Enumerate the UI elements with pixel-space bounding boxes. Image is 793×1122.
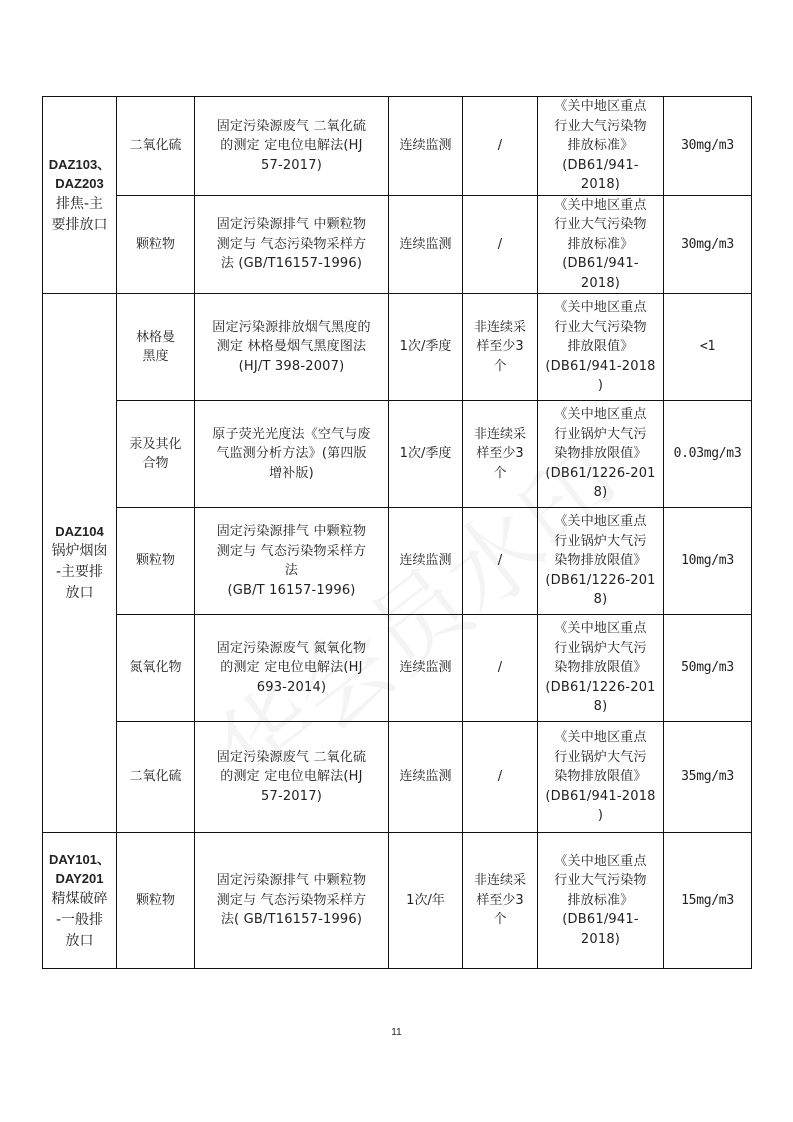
standard-cell-line: (DB61/1226-201 [545,465,656,481]
outlet-name: 排焦-主 [55,195,104,212]
frequency-cell-line: 连续监测 [399,138,452,153]
sampling-cell-line: 样至少3 [476,892,524,908]
limit-cell: 50mg/m3 [664,615,752,722]
method-cell-line: (HJ/T 398-2007) [238,358,345,374]
standard-cell-line: 《关中地区重点 [554,621,647,637]
standard-cell-line: 《关中地区重点 [554,407,647,423]
sampling-cell [463,833,538,969]
standard-cell-line: (DB61/1226-201 [545,572,656,588]
method-cell-line: 测定 林格曼烟气黑度图法 [216,339,367,355]
method-cell-line: 增补版) [269,465,314,481]
standard-cell-line: (DB61/941-2018) [562,157,639,192]
pollutant-cell [117,401,195,508]
frequency-cell-line: 1次/季度 [399,446,452,462]
method-cell [195,401,389,508]
method-cell [195,195,389,294]
frequency-cell [389,508,463,615]
table-row [43,97,752,196]
method-cell-line: 法( GB/T16157-1996) [220,912,363,928]
outlet-name: -一般排 [55,911,104,928]
standard-cell [538,294,664,401]
method-cell-line: 的测定 定电位电解法(HJ [220,769,363,785]
frequency-cell [389,401,463,508]
outlet-name: 精煤破碎 [51,890,108,907]
pollutant-cell [117,294,195,401]
limit-cell: 30mg/m3 [664,195,752,294]
sampling-cell [463,97,538,196]
frequency-cell [389,615,463,722]
sampling-cell [463,401,538,508]
standard-cell-line: 《关中地区重点 [554,514,647,530]
sampling-cell [463,195,538,294]
method-cell-line: (GB/T 16157-1996) [227,582,356,598]
standard-cell-line: 行业大气污染物 [554,319,647,335]
limit-cell: 10mg/m3 [664,508,752,615]
standard-cell-line: 《关中地区重点 [554,853,647,869]
outlet-id: DAZ103、 [48,156,111,172]
outlet-cell [43,97,117,294]
sampling-cell-line: 个 [493,912,507,928]
frequency-cell [389,833,463,969]
method-cell-line: 57-2017) [261,157,322,173]
pollutant-cell [117,195,195,294]
method-cell [195,833,389,969]
method-cell-line: 测定与 气态污染物采样方 [216,543,367,559]
table-row [43,195,752,294]
standard-cell-line: 《关中地区重点 [554,300,647,316]
sampling-cell-line: 样至少3 [476,339,524,355]
sampling-cell-line: 个 [493,358,507,374]
method-cell-line: 法 (GB/T16157-1996) [220,256,363,271]
table-row [43,401,752,508]
standard-cell-line: 染物排放限值》 [554,446,647,462]
standard-cell-line: 《关中地区重点 [554,730,647,746]
pollutant-cell-line: 二氧化硫 [129,138,182,153]
method-cell-line: 测定与 气态污染物采样方 [216,892,367,908]
standard-cell-line: 行业大气污染物 [554,217,647,232]
standard-cell [538,97,664,196]
table-row [43,722,752,833]
pollutant-cell [117,722,195,833]
standard-cell-line: 行业锅炉大气污 [554,426,647,442]
standard-cell-line: 8) [593,485,608,501]
sampling-cell-line: 个 [493,465,507,481]
outlet-name: -主要排 [55,564,104,581]
sampling-cell [463,508,538,615]
standard-cell-line: (DB61/1226-201 [545,679,656,695]
pollutant-cell [117,615,195,722]
sampling-cell-line: 样至少3 [476,446,524,462]
sampling-cell-line: / [497,660,503,676]
method-cell-line: 固定污染源废气 氮氧化物 [216,640,367,656]
table-row [43,833,752,969]
standard-cell-line: 《关中地区重点 [554,99,647,114]
standard-cell-line: 染物排放限值》 [554,660,647,676]
frequency-cell [389,195,463,294]
method-cell [195,722,389,833]
method-cell-line: 固定污染源排气 中颗粒物 [216,873,367,889]
pollutant-cell [117,97,195,196]
standard-cell [538,401,664,508]
frequency-cell [389,722,463,833]
outlet-cell [43,294,117,833]
standard-cell-line: (DB61/941-2018 [545,358,656,374]
standard-cell-line: (DB61/941-2018) [562,912,639,947]
frequency-cell [389,97,463,196]
pollutant-cell-line: 黑度 [142,349,169,364]
standard-cell-line: 行业大气污染物 [554,118,647,134]
pollutant-cell [117,508,195,615]
standard-cell [538,195,664,294]
standard-cell-line: 行业锅炉大气污 [554,533,647,549]
pollutant-cell-line: 颗粒物 [135,236,175,252]
page-number: 11 [391,1027,402,1038]
frequency-cell-line: 1次/季度 [399,339,452,355]
outlet-name: 放口 [65,932,94,949]
method-cell-line: 气监测分析方法》(第四版 [216,446,367,462]
sampling-cell-line: / [497,769,503,785]
method-cell-line: 测定与 气态污染物采样方 [216,236,367,252]
method-cell-line: 固定污染源排气 中颗粒物 [216,217,367,232]
outlet-name: 要排放口 [51,216,108,233]
standard-cell-line: (DB61/941-2018 [545,788,656,804]
sampling-cell-line: 非连续采 [473,319,526,335]
monitoring-table [42,96,752,969]
method-cell-line: 固定污染源排放烟气黑度的 [212,319,371,335]
standard-cell-line: 排放标准》 [567,236,634,252]
limit-cell: 30mg/m3 [664,97,752,196]
limit-cell: 0.03mg/m3 [664,401,752,508]
outlet-name: 锅炉烟囱 [51,543,108,560]
sampling-cell-line: / [497,236,503,252]
outlet-cell [43,833,117,969]
table-row [43,615,752,722]
pollutant-cell-line: 颗粒物 [135,553,175,569]
method-cell [195,294,389,401]
standard-cell-line: ) [597,378,604,394]
standard-cell [538,833,664,969]
frequency-cell-line: 1次/年 [406,892,445,908]
standard-cell [538,615,664,722]
standard-cell-line: 8) [593,592,608,608]
standard-cell-line: 《关中地区重点 [554,197,647,213]
pollutant-cell-line: 二氧化硫 [129,769,182,785]
frequency-cell-line: 连续监测 [399,660,452,676]
frequency-cell-line: 连续监测 [399,553,452,569]
sampling-cell [463,294,538,401]
sampling-cell-line: 非连续采 [473,426,526,442]
method-cell [195,97,389,196]
pollutant-cell [117,833,195,969]
method-cell-line: 固定污染源废气 二氧化硫 [216,118,367,134]
sampling-cell-line: / [497,553,503,569]
frequency-cell-line: 连续监测 [399,769,452,785]
method-cell-line: 的测定 定电位电解法(HJ [220,660,363,676]
standard-cell-line: 行业大气污染物 [554,873,647,889]
standard-cell-line: 行业锅炉大气污 [554,640,647,656]
limit-cell: <1 [664,294,752,401]
pollutant-cell-line: 合物 [142,456,169,471]
standard-cell-line: 8) [593,699,608,715]
pollutant-cell-line: 氮氧化物 [129,660,182,676]
table-row [43,508,752,615]
standard-cell-line: (DB61/941-2018) [562,256,639,291]
standard-cell [538,508,664,615]
outlet-id: DAY201 [55,871,104,886]
standard-cell-line: 染物排放限值》 [554,769,647,785]
frequency-cell-line: 连续监测 [399,236,452,252]
limit-cell: 15mg/m3 [664,833,752,969]
pollutant-cell-line: 颗粒物 [135,892,175,908]
method-cell-line: 固定污染源排气 中颗粒物 [216,524,367,539]
standard-cell [538,722,664,833]
method-cell-line: 693-2014) [256,679,327,695]
method-cell-line: 法 [284,563,299,578]
frequency-cell [389,294,463,401]
sampling-cell-line: / [497,138,503,153]
limit-cell: 35mg/m3 [664,722,752,833]
standard-cell-line: 行业锅炉大气污 [554,749,647,765]
method-cell-line: 的测定 定电位电解法(HJ [220,138,363,153]
standard-cell-line: 染物排放限值》 [554,553,647,569]
method-cell [195,508,389,615]
table-row [43,294,752,401]
outlet-id: DAZ203 [55,176,104,191]
method-cell-line: 固定污染源废气 二氧化硫 [216,749,367,765]
pollutant-cell-line: 汞及其化 [129,436,182,452]
standard-cell-line: 排放标准》 [567,892,634,908]
outlet-id: DAZ104 [55,523,104,539]
sampling-cell [463,615,538,722]
sampling-cell [463,722,538,833]
outlet-id: DAY101、 [49,851,110,867]
standard-cell-line: 排放标准》 [567,138,634,153]
standard-cell-line: 排放限值》 [567,339,634,355]
sampling-cell-line: 非连续采 [473,873,526,889]
method-cell-line: 原子荧光光度法《空气与废 [212,426,371,442]
method-cell [195,615,389,722]
method-cell-line: 57-2017) [261,788,322,804]
pollutant-cell-line: 林格曼 [135,329,175,345]
outlet-name: 放口 [65,585,94,602]
standard-cell-line: ) [597,808,604,824]
